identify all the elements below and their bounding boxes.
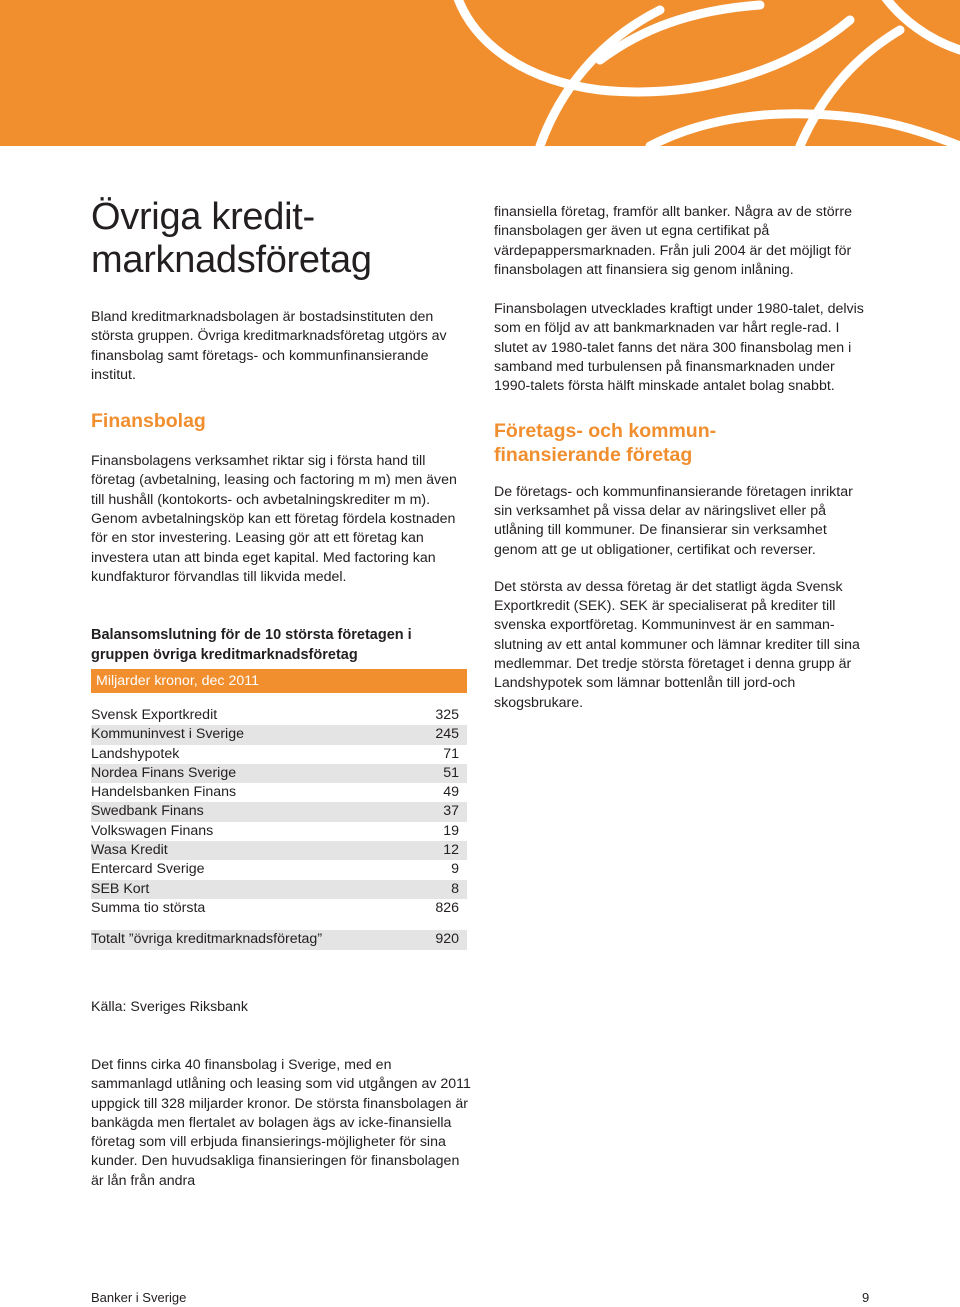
right-paragraph-3: De företags- och kommunfinansierande företagen inriktar sin verksamhet på vissa delar av näringslivet eller på utlåning till kommuner. De finansierar sin verksamhet genom att ge ut obligationer, certifikat och reverser. [494, 483, 853, 558]
table-row [91, 706, 467, 725]
row-name: Nordea Finans Sverige [91, 764, 237, 781]
left-column [91, 196, 471, 587]
row-value: 826 [435, 899, 459, 916]
bottom-paragraph: Det finns cirka 40 finansbolag i Sverige, med en sammanlagd utlåning och leasing som vid utgången av 2011 uppgick till 328 miljarder kronor. De största finansbolagen är bankägda men flertalet av bolagen ägs av icke-finansiella företag som vill erbjuda finansierings-möjligheter för sina kunder. Den huvudsakliga finansieringen för finansbolagen är lån från andra [91, 1057, 471, 1189]
row-value: 245 [435, 726, 459, 743]
table-row [91, 764, 467, 783]
row-value: 9 [451, 861, 459, 878]
page-number: 9 [862, 1290, 870, 1305]
row-name: Wasa Kredit [91, 842, 168, 859]
section-title-foretags [494, 419, 874, 467]
table-row [91, 860, 467, 879]
table-row [91, 745, 467, 764]
row-value: 49 [443, 784, 459, 801]
intro-paragraph: Bland kreditmarknadsbolagen är bostadsinstituten den största gruppen. Övriga kreditmarknadsföretag utgörs av finansbolag samt företags- och kommunfinansierande institut. [91, 309, 447, 383]
table-row-total [91, 930, 467, 949]
row-value: 325 [435, 707, 459, 723]
page-title-line-2: marknadsföretag [91, 239, 372, 281]
row-value: 12 [443, 842, 459, 859]
row-name: SEB Kort [91, 880, 150, 897]
row-value: 71 [443, 745, 459, 762]
row-name: Handelsbanken Finans [91, 784, 237, 801]
right-paragraph-4: Det största av dessa företag är det statligt ägda Svensk Exportkredit (SEK). SEK är specialiserat på krediter till svenska exportföretag. Kommuninvest är en samman-slutning av ett antal kommuner och lämnar krediter till sina medlemmar. Det tredje största företaget i denna grupp är Landshypotek som lämnar bottenlån till jord-och skogsbrukare. [494, 578, 860, 711]
row-name: Swedbank Finans [91, 803, 204, 820]
section-title-finansbolag: Finansbolag [91, 410, 206, 433]
table-row [91, 725, 467, 744]
balance-table [91, 625, 467, 950]
table-row [91, 841, 467, 860]
row-name: Volkswagen Finans [91, 822, 214, 839]
finansbolag-paragraph: Finansbolagens verksamhet riktar sig i första hand till företag (avbetalning, leasing och factoring m m) men även till hushåll (kontokorts- och avbetalningskrediter m m). Genom avbetalningsköp kan ett företag fördela kostnaden för en stor investering. Leasing gör att ett företag kan investera utan att binda eget kapital. Med factoring kan kundfakturor förvandlas till likvida medel. [91, 453, 457, 585]
section-title-line-2: finansierande företag [494, 443, 693, 466]
right-paragraph-2: Finansbolagen utvecklades kraftigt under 1980-talet, delvis som en följd av att bankmarknaden var hårt regle-rad. I slutet av 1980-talet fanns det nära 300 finansbolag men i samband med turbulensen på finansmarknaden under 1990-talets första hälft minskade antalet bolag snabbt. [494, 301, 864, 395]
row-value: 37 [443, 803, 459, 820]
page-title [91, 196, 471, 282]
header-banner [0, 0, 960, 146]
row-name: Entercard Sverige [91, 861, 205, 878]
right-paragraph-1: finansiella företag, framför allt banker. Några av de större finansbolagen ger även ut egna certifikat på värdepappersmarknaden. Från juli 2004 är det möjligt för finansbolagen att finansiera sig genom inlåning. [494, 204, 853, 278]
footer-publication: Banker i Sverige [91, 1290, 187, 1305]
table-row [91, 783, 467, 802]
row-name: Kommuninvest i Sverige [91, 726, 244, 743]
row-value: 51 [443, 764, 459, 781]
row-name: Summa tio största [91, 899, 206, 916]
table-rows [91, 706, 467, 918]
row-value: 920 [435, 931, 459, 948]
row-value: 8 [451, 880, 459, 897]
row-name: Landshypotek [91, 745, 180, 762]
source-note: Källa: Sveriges Riksbank [91, 999, 248, 1015]
page-title-line-1: Övriga kredit- [91, 196, 315, 238]
section-title-line-1: Företags- och kommun- [494, 419, 717, 442]
table-title: Balansomslutning för de 10 största företagen i gruppen övriga kreditmarknadsföretag [91, 627, 412, 663]
table-row-subtotal [91, 899, 467, 918]
table-row [91, 880, 467, 899]
row-value: 19 [443, 822, 459, 839]
table-row [91, 802, 467, 821]
table-row [91, 822, 467, 841]
right-column [494, 203, 874, 713]
globe-graphic-icon [0, 0, 960, 146]
row-name: Totalt ”övriga kreditmarknadsföretag” [91, 931, 323, 948]
table-subtitle: Miljarder kronor, dec 2011 [91, 669, 467, 693]
row-name: Svensk Exportkredit [91, 707, 218, 723]
